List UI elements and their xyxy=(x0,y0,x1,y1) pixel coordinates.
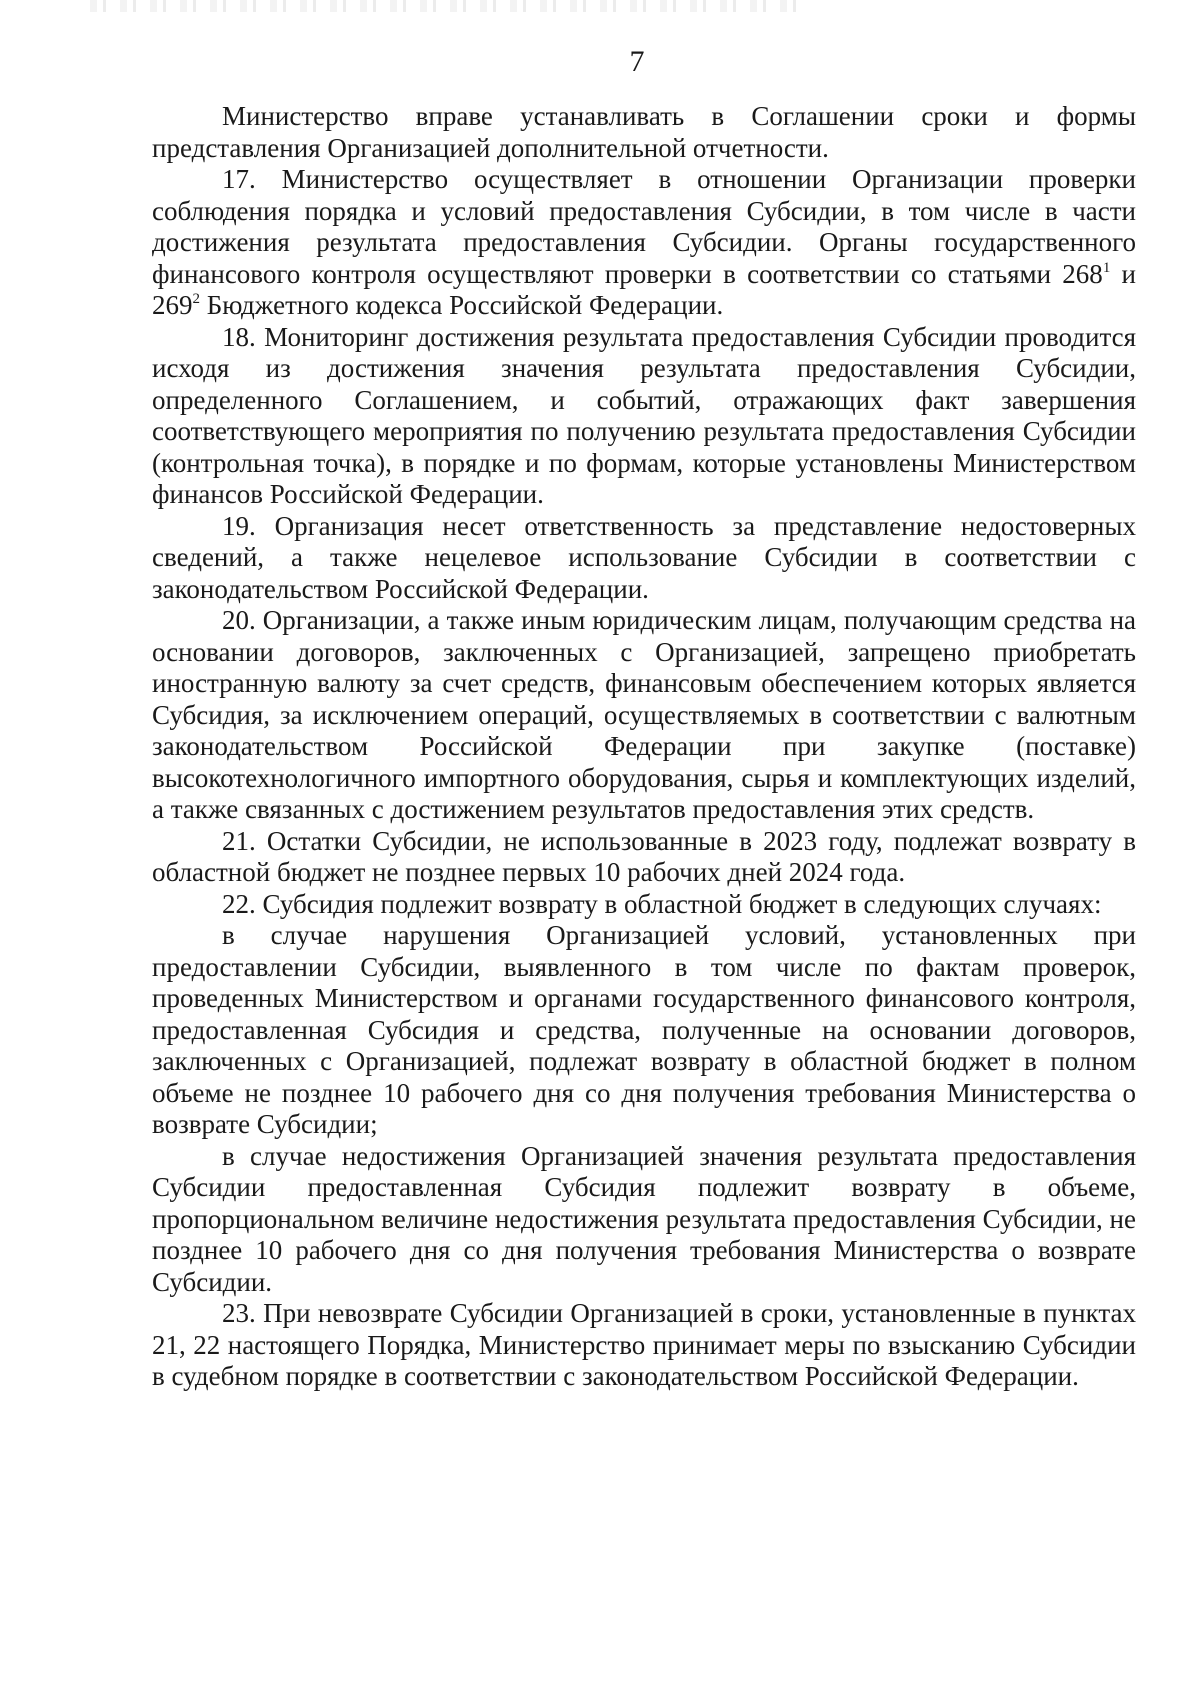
paragraph-18-monitoring: 18. Мониторинг достижения результата предоставления Субсидии проводится исходя из достижения значения результата предоставления Субсидии, определенного Соглашением, и событий, отражающих факт завершения соответствующего мероприятия по получению результата предоставления Субсидии (контрольная точка), в порядке и по формам, которые установлены Министерством финансов Российской Федерации. xyxy=(152,321,1136,509)
superscript-268: 1 xyxy=(1102,259,1111,276)
paragraph-22-case-nonachievement: в случае недостижения Организацией значения результата предоставления Субсидии предоставленная Субсидия подлежит возврату в объеме, пропорциональном величине недостижения результата предоставления Субсидии, не позднее 10 рабочего дня со дня получения требования Министерства о возврате Субсидии. xyxy=(152,1140,1136,1297)
paragraph-19-responsibility: 19. Организация несет ответственность за представление недостоверных сведений, а также нецелевое использование Субсидии в соответствии с законодательством Российской Федерации. xyxy=(152,510,1136,604)
paragraph-21-remaining-subsidy: 21. Остатки Субсидии, не использованные в 2023 году, подлежат возврату в областной бюджет не позднее первых 10 рабочих дней 2024 года. xyxy=(152,825,1136,887)
paragraph-17-text-a: 17. Министерство осуществляет в отношении Организации проверки соблюдения порядка и условий предоставления Субсидии, в том числе в части достижения результата предоставления Субсидии. Органы государственного финансового контроля осуществляют проверки в соответствии со статьями 268 xyxy=(152,164,1136,289)
scan-edge-artifact xyxy=(90,0,810,12)
paragraph-17-text-b: и 269 xyxy=(152,258,1136,320)
paragraph-reporting-terms: Министерство вправе устанавливать в Соглашении сроки и формы представления Организацией дополнительной отчетности. xyxy=(152,101,1136,163)
paragraph-22-return-cases: 22. Субсидия подлежит возврату в областной бюджет в следующих случаях: xyxy=(222,888,1102,919)
paragraph-20-currency-restriction: 20. Организации, а также иным юридическим лицам, получающим средства на основании договоров, заключенных с Организацией, запрещено приобретать иностранную валюту за счет средств, финансовым обеспечением которых является Субсидия, за исключением операций, осуществляемых в соответствии с валютным законодательством Российской Федерации при закупке (поставке) высокотехнологичного импортного оборудования, сырья и комплектующих изделий, а также связанных с достижением результатов предоставления этих средств. xyxy=(152,605,1136,824)
superscript-269: 2 xyxy=(192,291,200,307)
document-body xyxy=(152,101,1136,1393)
paragraph-17-text-c: Бюджетного кодекса Российской Федерации. xyxy=(200,290,724,320)
paragraph-22-case-violation: в случае нарушения Организацией условий, установленных при предоставлении Субсидии, выявленного в том числе по фактам проверок, проведенных Министерством и органами государственного финансового контроля, предоставленная Субсидия и средства, полученные на основании договоров, заключенных с Организацией, подлежат возврату в областной бюджет в полном объеме не позднее 10 рабочего дня со дня получения требования Министерства о возврате Субсидии; xyxy=(152,920,1136,1139)
paragraph-17-inspections xyxy=(152,164,1136,322)
paragraph-23-non-return: 23. При невозврате Субсидии Организацией в сроки, установленные в пунктах 21, 22 настоящего Порядка, Министерство принимает меры по взысканию Субсидии в судебном порядке в соответствии с законодательством Российской Федерации. xyxy=(152,1298,1136,1391)
page-number: 7 xyxy=(629,45,645,78)
